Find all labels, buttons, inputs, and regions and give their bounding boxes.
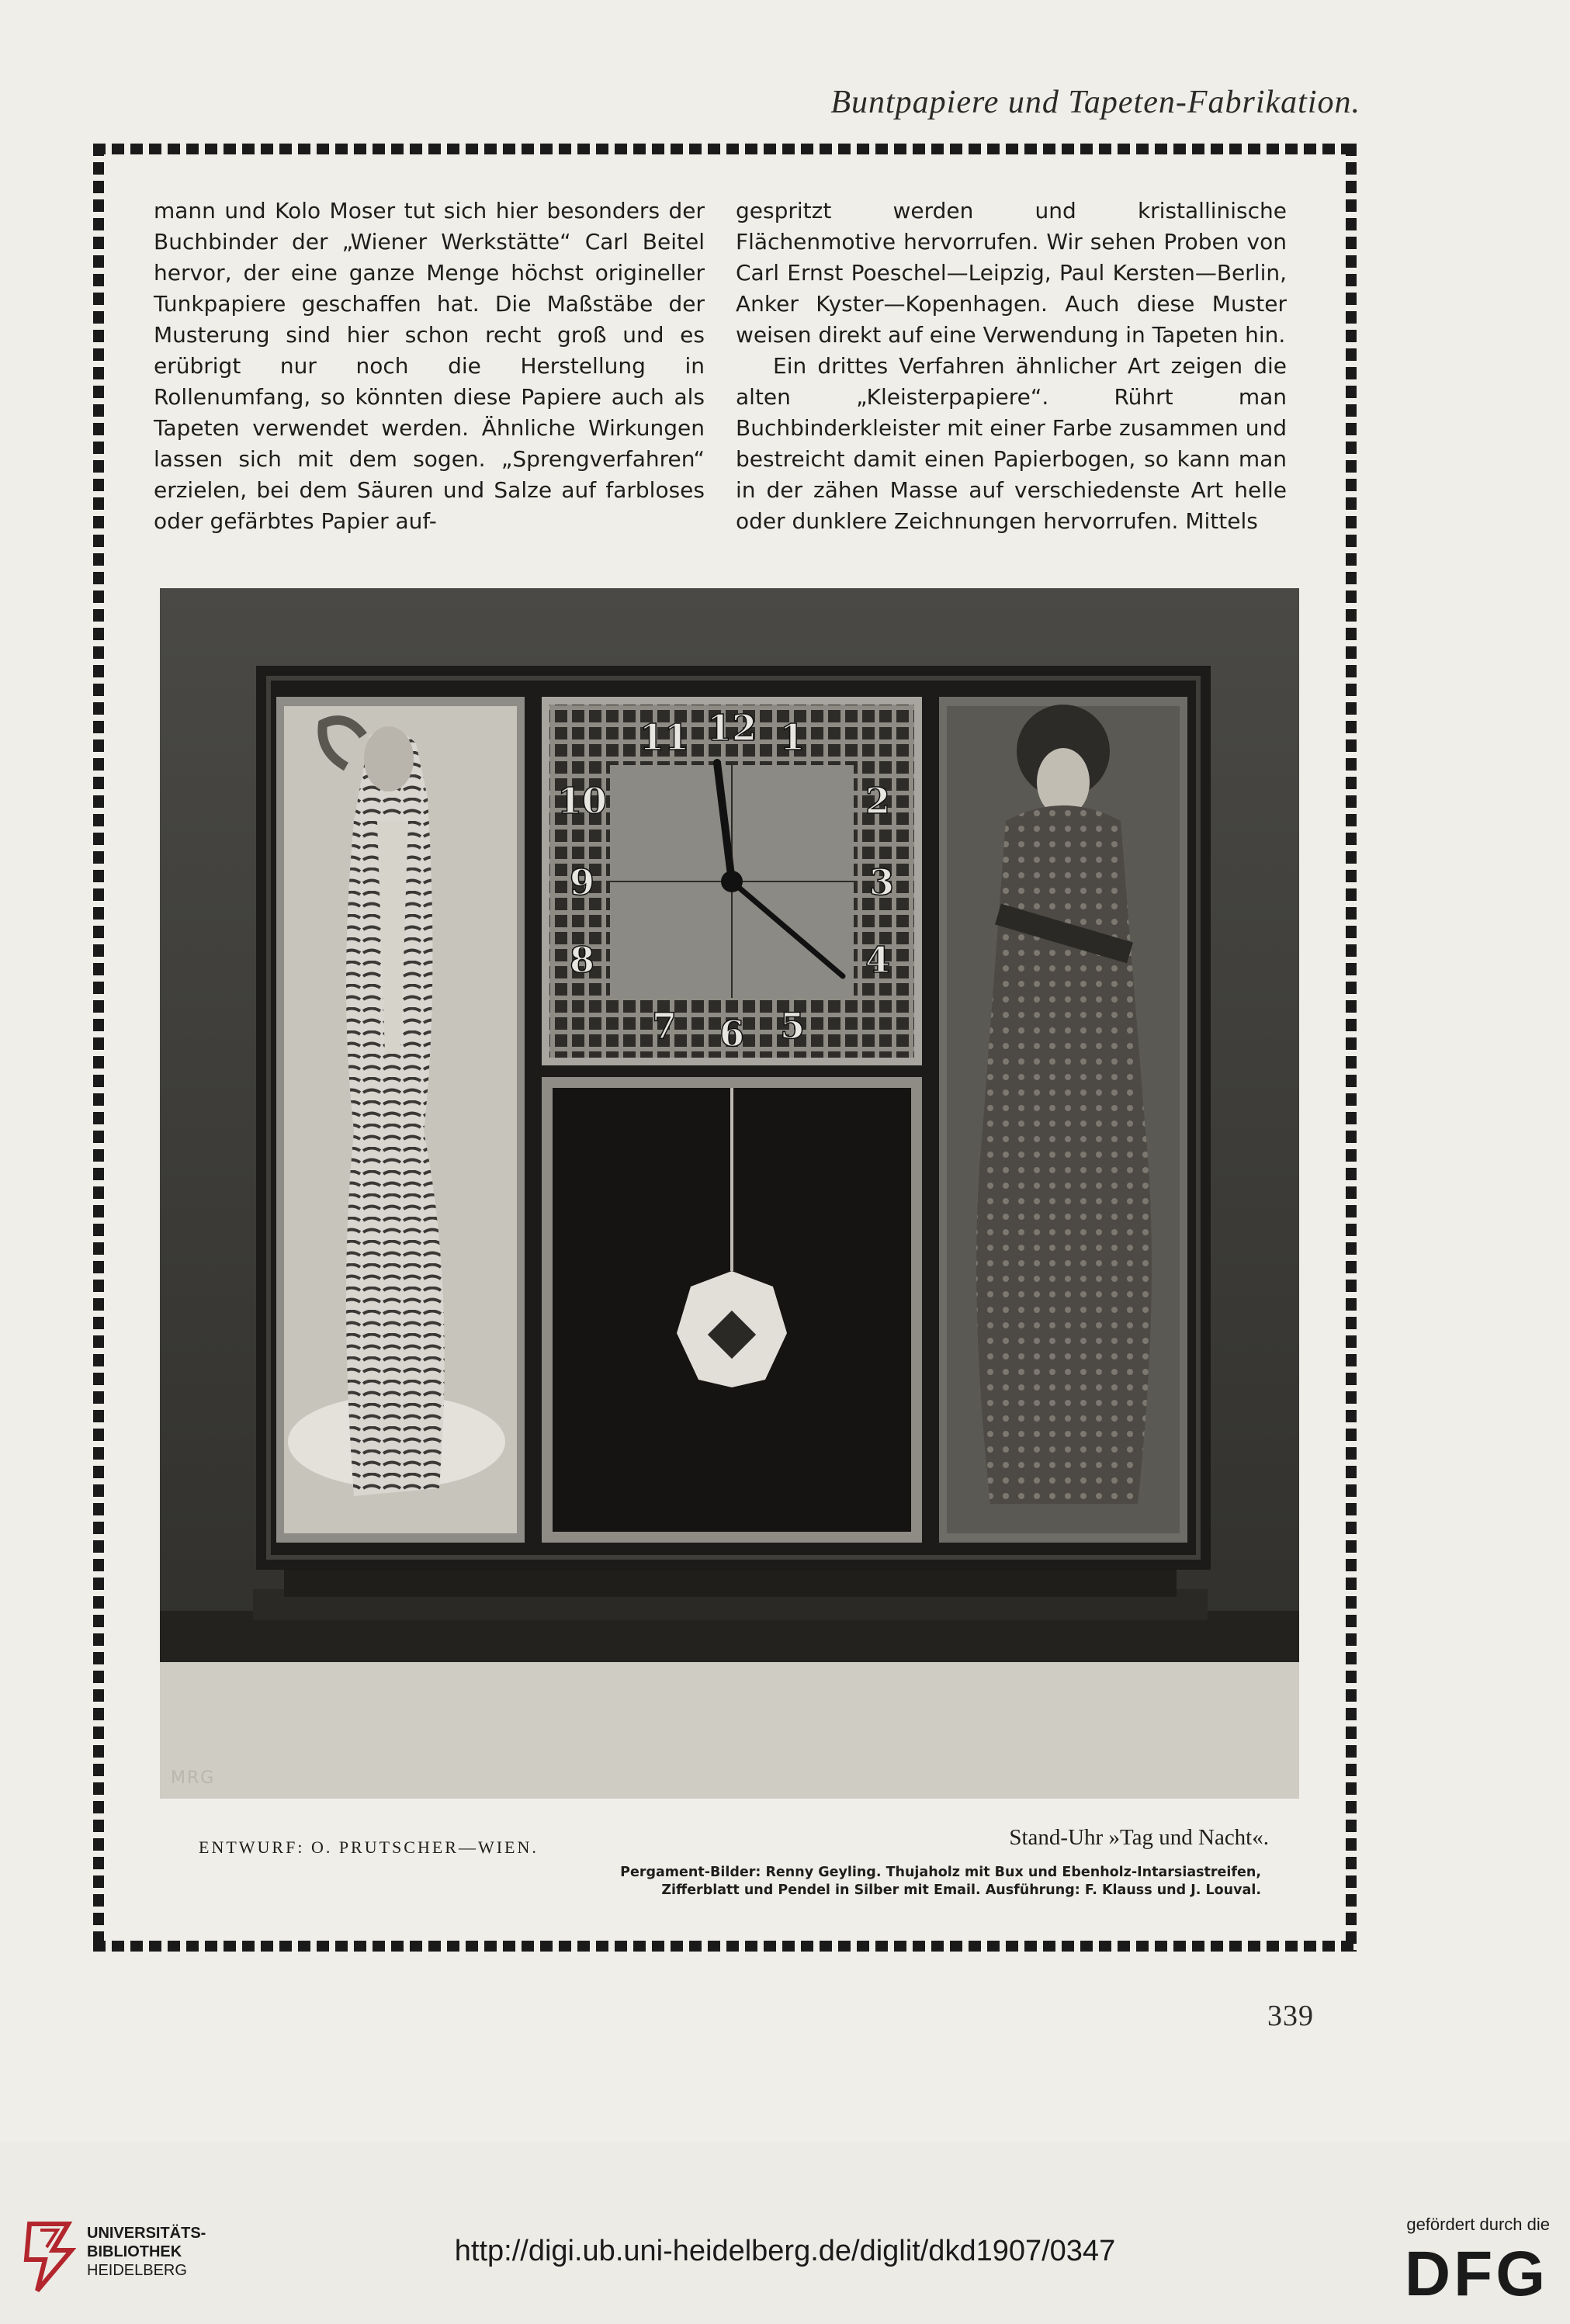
border-bottom [93, 1941, 1357, 1952]
numeral-9: 9 [569, 861, 595, 903]
text-column-left [154, 196, 705, 537]
running-head: Buntpapiere und Tapeten-Fabrikation. [830, 85, 1360, 120]
clock-illustration [160, 588, 1299, 1799]
numeral-10: 10 [556, 780, 608, 822]
artist-monogram: MRG [171, 1768, 216, 1788]
numeral-2: 2 [865, 780, 891, 822]
numeral-4: 4 [865, 939, 891, 981]
table-surface [160, 1653, 1299, 1799]
permalink-url[interactable]: http://digi.ub.uni-heidelberg.de/diglit/dkd1907/0347 [454, 2235, 1116, 2267]
numeral-12: 12 [706, 707, 757, 749]
numeral-7: 7 [651, 1005, 678, 1047]
page-number: 339 [1267, 2000, 1314, 2032]
library-line: BIBLIOTHEK [87, 2243, 182, 2260]
text-column-right [736, 196, 1287, 537]
paragraph: Ein drittes Verfahren ähnlicher Art zeigen die alten „Kleisterpapiere“. Rührt man Buchbinderkleister mit einer Farbe zusammen und bestreicht damit einen Papierbogen, so kann man in der zähen Masse auf verschiedenste Art helle oder dunklere Zeichnungen hervorrufen. Mittels [736, 353, 1287, 534]
funder-label: gefördert durch die [1406, 2215, 1550, 2234]
numeral-11: 11 [639, 716, 690, 758]
numeral-1: 1 [779, 716, 806, 758]
caption-title: Stand-Uhr »Tag und Nacht«. [1009, 1825, 1269, 1850]
paragraph: mann und Kolo Moser tut sich hier besonders der Buchbinder der „Wiener Werkstätte“ Carl Beitel hervor, der eine ganze Menge höchst origineller Tunkpapiere geschaffen hat. Die Maßstäbe der Musterung sind hier schon recht groß und es erübrigt nur noch die Herstellung in Rollenumfang, so könnten diese Papiere auch als Tapeten verwendet werden. Ähnliche Wirkungen lassen sich mit dem sogen. „Sprengverfahren“ erzielen, bei dem Säuren und Salze auf farbloses oder gefärbtes Papier auf- [154, 198, 705, 534]
clock-photograph [160, 588, 1299, 1799]
caption-details-line: Zifferblatt und Pendel in Silber mit Email. Ausführung: F. Klauss und J. Louval. [661, 1882, 1261, 1898]
library-line: UNIVERSITÄTS- [87, 2225, 206, 2242]
numeral-6: 6 [719, 1013, 745, 1055]
numeral-3: 3 [868, 861, 895, 903]
caption-details [485, 1864, 1261, 1900]
numeral-5: 5 [779, 1005, 806, 1047]
border-left [93, 144, 104, 1952]
numeral-8: 8 [569, 939, 595, 981]
caption-design-credit: ENTWURF: O. PRUTSCHER—WIEN. [199, 1837, 539, 1857]
paragraph: gespritzt werden und kristallinische Flächenmotive hervorrufen. Wir sehen Proben von Carl Ernst Poeschel—Leipzig, Paul Kersten—Berlin, Anker Kyster—Kopenhagen. Auch diese Muster weisen direkt auf eine Verwendung in Tapeten hin. [736, 198, 1287, 348]
caption-details-line: Pergament-Bilder: Renny Geyling. Thujaholz mit Bux und Ebenholz-Intarsiastreifen, [620, 1865, 1261, 1880]
viewer-footer [0, 2142, 1570, 2324]
border-top [93, 144, 1357, 154]
border-right [1346, 144, 1357, 1952]
library-line: HEIDELBERG [87, 2262, 187, 2279]
dfg-logo[interactable]: DFG [1404, 2239, 1548, 2309]
